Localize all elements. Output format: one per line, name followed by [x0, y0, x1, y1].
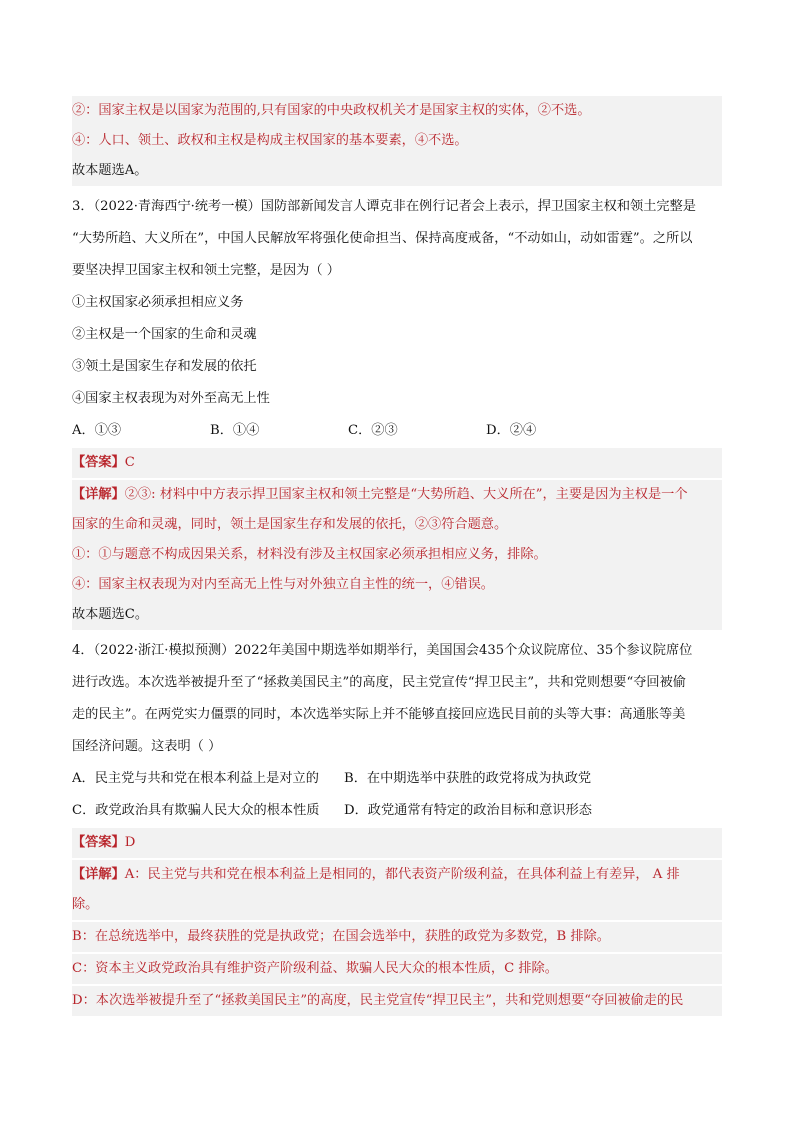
q4-option-b[interactable]: B．在中期选举中获胜的政党将成为执政党: [344, 771, 592, 786]
q4-stem-line: 进行改选。本次选举被提升至了“拯救美国民主”的高度，民主党宣传“捍卫民主”，共和党则想要“夺回被偷: [72, 675, 686, 690]
detail-text: A：民主党与共和党在根本利益上是相同的，都代表资产阶级利益，在具体利益上有差异， A 排: [124, 867, 680, 882]
conclusion-line: 故本题选A。: [72, 156, 722, 186]
q4-options-row: [72, 764, 722, 794]
q3-statement: ④国家主权表现为对外至高无上性: [72, 391, 270, 406]
q3-option-d[interactable]: D．②④: [486, 423, 537, 438]
q3-stem-line: “大势所趋、大义所在”，中国人民解放军将强化使命担当、保持高度戒备，“不动如山，动如雷霆”。之所以: [72, 231, 693, 246]
answer-value: C: [124, 455, 135, 470]
q3-detail: [72, 480, 722, 510]
detail-line: 国家的生命和灵魂，同时，领土是国家生存和发展的依托，②③符合题意。: [72, 510, 722, 540]
detail-text: ②③: 材料中中方表示捍卫国家主权和领土完整是“大势所趋、大义所在”，主要是因为主权是一个: [124, 487, 688, 502]
q3-answer: [72, 448, 722, 478]
q4-option-a[interactable]: A．民主党与共和党在根本利益上是对立的: [72, 771, 319, 786]
q3-option-a[interactable]: A．①③: [72, 423, 122, 438]
q4-option-c[interactable]: C．政党政治具有欺骗人民大众的根本性质: [72, 803, 320, 818]
detail-line: ④：国家主权表现为对内至高无上性与对外独立自主性的统一，④错误。: [72, 570, 722, 600]
q3-statement: ③领土是国家生存和发展的依托: [72, 359, 257, 374]
q3-option-b[interactable]: B．①④: [210, 423, 260, 438]
q4-option-d[interactable]: D．政党通常有特定的政治目标和意识形态: [344, 803, 592, 818]
q3-stem-line: 要坚决捍卫国家主权和领土完整，是因为（ ）: [72, 263, 340, 278]
detail-label: 【详解】: [72, 487, 125, 502]
answer-value: D: [124, 835, 136, 850]
detail-line: 除。: [72, 890, 722, 920]
q3-stem-line: 3．（2022·青海西宁·统考一模）国防部新闻发言人谭克非在例行记者会上表示，捍卫国家主权和领土完整是: [72, 199, 696, 214]
answer-label: 【答案】: [72, 455, 125, 470]
detail-line: C：资本主义政党政治具有维护资产阶级利益、欺骗人民大众的根本性质，C 排除。: [72, 954, 722, 984]
answer-label: 【答案】: [72, 835, 125, 850]
q4-stem-line: 4．（2022·浙江·模拟预测）2022年美国中期选举如期举行，美国国会435个众议院席位、35个参议院席位: [72, 643, 693, 658]
detail-label: 【详解】: [72, 867, 125, 882]
q3-statement: ①主权国家必须承担相应义务: [72, 295, 244, 310]
detail-line: ④：人口、领土、政权和主权是构成主权国家的基本要素，④不选。: [72, 126, 722, 156]
detail-line: ②：国家主权是以国家为范围的,只有国家的中央政权机关才是国家主权的实体，②不选。: [72, 96, 722, 126]
conclusion-line: 故本题选C。: [72, 600, 722, 630]
detail-line: ①：①与题意不构成因果关系，材料没有涉及主权国家必须承担相应义务，排除。: [72, 540, 722, 570]
q3-option-c[interactable]: C．②③: [348, 423, 398, 438]
q3-statement: ②主权是一个国家的生命和灵魂: [72, 327, 257, 342]
q4-stem-line: 国经济问题。这表明（ ）: [72, 739, 222, 754]
q4-options-row: [72, 796, 722, 826]
q4-answer: [72, 828, 722, 858]
q3-options: [72, 416, 722, 446]
detail-line: D：本次选举被提升至了“拯救美国民主”的高度，民主党宣传“捍卫民主”，共和党则想要“夺回被偷走的民: [72, 986, 722, 1016]
q4-stem-line: 走的民主”。在两党实力僵票的同时，本次选举实际上并不能够直接回应选民目前的头等大事：高通胀等美: [72, 707, 686, 722]
q4-detail: [72, 860, 722, 890]
detail-line: B：在总统选举中，最终获胜的党是执政党；在国会选举中，获胜的政党为多数党，B 排除。: [72, 922, 722, 952]
